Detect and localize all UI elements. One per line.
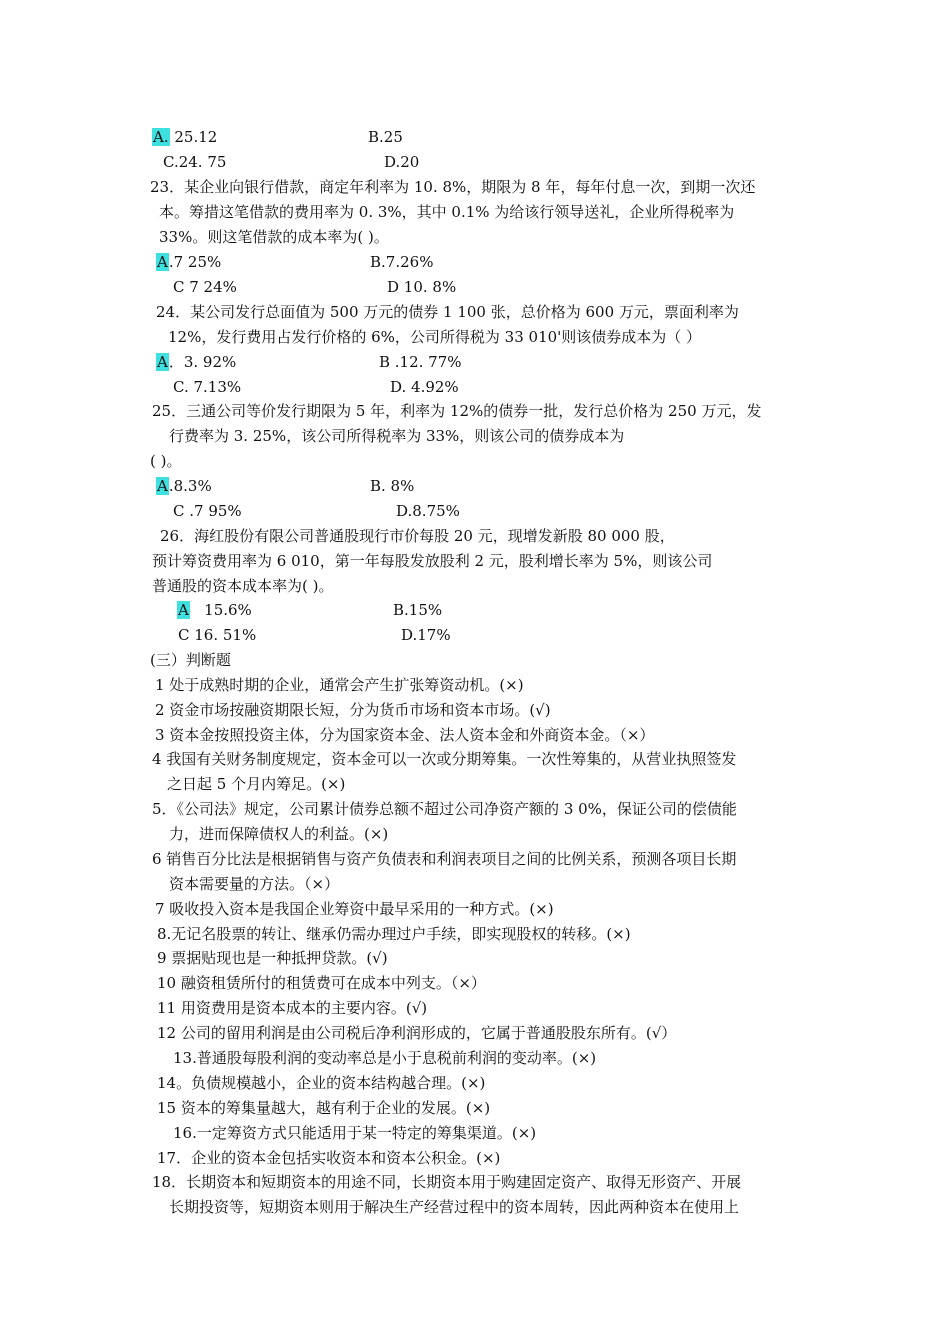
judgment-item-continued: 之日起 5 个月内筹足。(×) [167,775,346,793]
judgment-item: 2 资金市场按融资期限长短，分为货币市场和资本市场。(√) [155,701,551,719]
q25-line-3: ( )。 [150,452,182,470]
judgment-item: 16.一定筹资方式只能适用于某一特定的筹集渠道。(×) [173,1124,537,1142]
judgment-item: 3 资本金按照投资主体，分为国家资本金、法人资本金和外商资本金。（×） [155,726,655,744]
q25-line-2: 行费率为 3. 25%，该公司所得税率为 33%，则该公司的债券成本为 [169,427,625,445]
q24-option-d: D. 4.92% [390,378,459,396]
q24-option-c: C. 7.13% [173,378,242,396]
answer-highlight: A [157,477,168,495]
judgment-item: 8.无记名股票的转让、继承仍需办理过户手续，即实现股权的转移。(×) [157,925,631,943]
judgment-item: 10 融资租赁所付的租赁费可在成本中列支。（×） [157,974,486,992]
judgment-item: 18．长期资本和短期资本的用途不同，长期资本用于购建固定资产、取得无形资产、开展 [152,1173,742,1191]
q24-line-1: 24．某公司发行总面值为 500 万元的债券 1 100 张，总价格为 600 万元，票面利率为 [156,303,739,321]
q23-line-1: 23．某企业向银行借款，商定年利率为 10. 8%，期限为 8 年，每年付息一次，到期一次还 [150,178,756,196]
judgment-item-continued: 长期投资等，短期资本则用于解决生产经营过程中的资本周转，因此两种资本在使用上 [169,1198,740,1216]
q22-option-a: A. 25.12 [153,128,218,146]
q23-line-2: 本。筹措这笔借款的费用率为 0. 3%，其中 0.1% 为给该行领导送礼，企业所得税率为 [159,203,735,221]
q23-option-a: A.7 25% [157,253,222,271]
judgment-item: 6 销售百分比法是根据销售与资产负债表和利润表项目之间的比例关系，预测各项目长期 [152,850,737,868]
answer-highlight: A [178,601,189,619]
q23-option-b: B.7.26% [370,253,434,271]
q26-line-1: 26．海红股份有限公司普通股现行市价每股 20 元，现增发新股 80 000 股， [160,527,675,545]
judgment-item: 12 公司的留用利润是由公司税后净利润形成的，它属于普通股股东所有。(√） [157,1024,677,1042]
q26-option-d: D.17% [401,626,451,644]
q26-option-c: C 16. 51% [178,626,257,644]
judgment-item: 7 吸收投入资本是我国企业筹资中最早采用的一种方式。(×) [155,900,554,918]
answer-highlight: A [157,253,168,271]
judgment-item: 14。负债规模越小，企业的资本结构越合理。(×) [157,1074,486,1092]
q22-option-b: B.25 [368,128,403,146]
judgment-item: 13.普通股每股利润的变动率总是小于息税前利润的变动率。(×) [173,1049,597,1067]
q23-line-3: 33%。则这笔借款的成本率为( )。 [159,228,389,246]
q22-option-d: D.20 [384,153,420,171]
judgment-item-continued: 资本需要量的方法。（×） [169,875,340,893]
q22-option-c: C.24. 75 [163,153,227,171]
q24-line-2: 12%，发行费用占发行价格的 6%，公司所得税为 33 010'则该债券成本为（ ） [168,328,702,346]
q25-option-b: B. 8% [370,477,415,495]
judgment-item: 4 我国有关财务制度规定，资本金可以一次或分期筹集。一次性筹集的，从营业执照签发 [152,750,737,768]
judgment-item: 1 处于成熟时期的企业，通常会产生扩张筹资动机。(×) [155,676,524,694]
judgment-item-continued: 力，进而保障债权人的利益。(×) [169,825,389,843]
q24-option-a: A．3. 92% [157,353,237,371]
q25-line-1: 25．三通公司等价发行期限为 5 年，利率为 12%的债券一批，发行总价格为 250 万元，发 [152,402,762,420]
q24-option-b: B .12. 77% [379,353,462,371]
judgment-item: 17．企业的资本金包括实收资本和资本公积金。(×) [157,1149,501,1167]
q25-option-d: D.8.75% [396,502,460,520]
q26-line-2: 预计筹资费用率为 6 010，第一年每股发放股利 2 元，股利增长率为 5%，则该公司 [152,552,713,570]
section-title: (三）判断题 [150,651,231,669]
judgment-item: 9 票据贴现也是一种抵押贷款。(√) [157,949,388,967]
judgment-item: 15 资本的筹集量越大，越有利于企业的发展。(×) [157,1099,491,1117]
answer-highlight: A [157,353,168,371]
q26-option-a: A 15.6% [178,601,252,619]
q25-option-c: C .7 95% [173,502,242,520]
answer-highlight: A. [153,128,169,146]
q23-option-c: C 7 24% [173,278,237,296]
q25-option-a: A.8.3% [157,477,212,495]
q23-option-d: D 10. 8% [387,278,457,296]
q26-line-3: 普通股的资本成本率为( )。 [152,577,334,595]
q26-option-b: B.15% [393,601,443,619]
judgment-item: 5．《公司法》规定，公司累计债券总额不超过公司净资产额的 3 0%，保证公司的偿债能 [152,800,737,818]
judgment-item: 11 用资费用是资本成本的主要内容。(√) [157,999,428,1017]
